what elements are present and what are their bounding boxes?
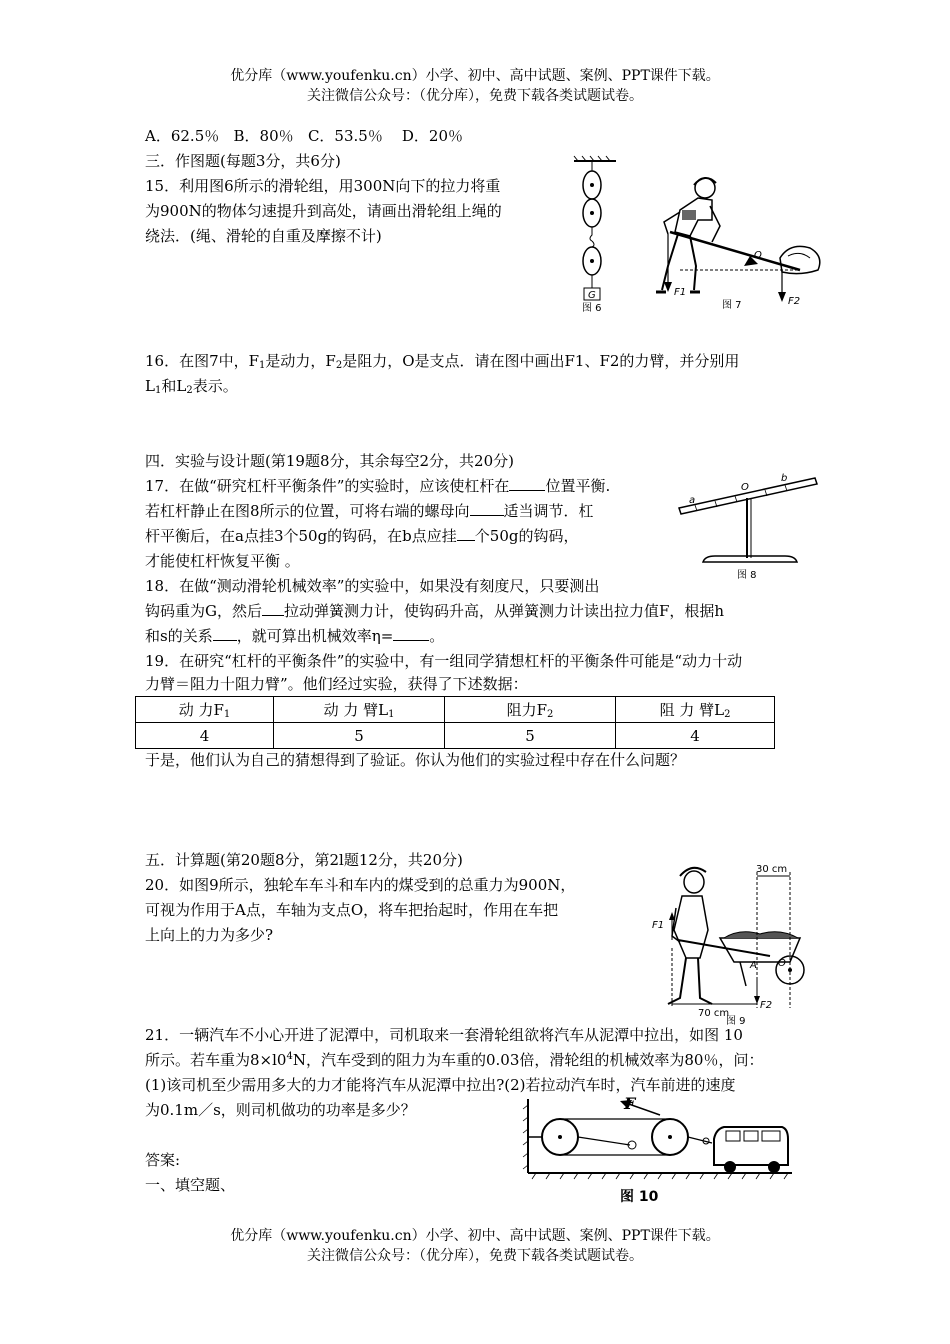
- q18-text-3a: 和s的关系: [145, 627, 213, 645]
- figure-8-lever-stand: [675, 470, 825, 585]
- figure-7-lever-person: [650, 170, 830, 315]
- section-4-title: 四．实验与设计题(第19题8分，其余每空2分，共20分): [145, 452, 514, 470]
- q19-line-1: 19．在研究“杠杆的平衡条件”的实验中，有一组同学猜想杠杆的平衡条件可能是“动力十动: [145, 652, 743, 670]
- figure-7-caption: 图 7: [722, 300, 742, 311]
- table-cell: 5: [445, 723, 616, 749]
- figure-9-f2-label: F2: [760, 1000, 773, 1011]
- table-header-sub: 1: [388, 709, 395, 720]
- table-row: [136, 723, 775, 749]
- q18-blank-3[interactable]: [393, 626, 429, 641]
- q20-line-2: 可视为作用于A点，车轴为支点O，将车把抬起时，作用在车把: [145, 901, 559, 919]
- q17-line-1: [145, 474, 610, 499]
- q18-text-3b: ，就可算出机械效率η=: [236, 627, 394, 645]
- table-header-sub: 2: [724, 709, 731, 720]
- q21-line-3: (1)该司机至少需用多大的力才能将汽车从泥潭中拉出?(2)若拉动汽车时，汽车前进的速度: [145, 1076, 736, 1094]
- q17-text-1a: 17．在做“研究杠杆平衡条件”的实验时，应该使杠杆在: [145, 477, 510, 495]
- figure-10-car-pulley: [520, 1095, 800, 1205]
- q21-line-4: 为0.1m／s，则司机做功的功率是多少？: [145, 1101, 416, 1119]
- figure-7-pivot-label: O: [754, 250, 762, 261]
- table-cell: 4: [136, 723, 274, 749]
- q18-line-2: [145, 599, 724, 624]
- figure-8-pivot-label: O: [741, 482, 749, 493]
- q18-line-1: 18．在做“测动滑轮机械效率”的实验中，如果没有刻度尺，只要测出: [145, 577, 600, 595]
- table-cell: 5: [274, 723, 445, 749]
- q17-blank-1[interactable]: [509, 476, 545, 491]
- q17-blank-3[interactable]: [457, 526, 475, 541]
- q20-line-3: 上向上的力为多少?: [145, 926, 274, 944]
- figure-6-weight-label: G: [588, 290, 596, 301]
- figure-6-caption: 图 6: [582, 303, 602, 314]
- figure-8-caption: 图 8: [737, 570, 757, 581]
- figure-8-point-b: b: [781, 473, 788, 484]
- q16-line-2: [145, 374, 238, 399]
- figure-9-point-a: A: [750, 960, 757, 971]
- table-header-sub: 1: [223, 709, 231, 720]
- figure-9-wheelbarrow: [650, 858, 820, 1026]
- section-5-title: 五．计算题(第20题8分，第2l题12分，共20分): [145, 851, 463, 869]
- table-header-sub: 2: [547, 709, 554, 720]
- q15-line-1: 15．利用图6所示的滑轮组，用300N向下的拉力将重: [145, 177, 501, 195]
- table-header-cell: [445, 697, 616, 723]
- figure-7-f2-label: F2: [788, 296, 801, 307]
- q17-text-2a: 若杠杆静止在图8所示的位置，可将右端的螺母向: [145, 502, 470, 520]
- figure-9-30cm-label: 30 cm: [756, 864, 788, 875]
- footer-line-1: 优分库（www.youfenku.cn）小学、初中、高中试题、案例、PPT课件下载。: [230, 1228, 720, 1244]
- q18-line-3: [145, 624, 444, 649]
- q21-line-1: 21．一辆汽车不小心开进了泥潭中，司机取来一套滑轮组欲将汽车从泥潭中拉出，如图 10: [145, 1026, 743, 1044]
- q16-text-b: 是动力，F: [265, 352, 336, 370]
- q18-blank-2[interactable]: [213, 626, 237, 641]
- q14-options: A．62.5％ B．80％ C．53.5％ D．20％: [145, 127, 464, 145]
- figure-9-70cm-label: 70 cm: [698, 1008, 730, 1019]
- q19-after-text: 于是，他们认为自己的猜想得到了验证。你认为他们的实验过程中存在什么问题？: [145, 751, 686, 769]
- q17-text-2b: 适当调节．杠: [503, 502, 594, 520]
- q16-text-a: 16．在图7中，F: [145, 352, 260, 370]
- q20-line-1: 20．如图9所示，独轮车车斗和车内的煤受到的总重力为900N，: [145, 876, 576, 894]
- header-line-1: 优分库（www.youfenku.cn）小学、初中、高中试题、案例、PPT课件下载。: [230, 68, 720, 84]
- q16-sub-4: 2: [186, 385, 193, 396]
- q16-text-l2c: 表示。: [192, 377, 238, 395]
- figure-10-caption: 图 10: [620, 1189, 659, 1205]
- q19-line-2: 力臂＝阻力十阻力臂”。他们经过实验，获得了下述数据：: [145, 675, 528, 693]
- q16-text-l2b: 和L: [161, 377, 187, 395]
- header-line-2: 关注微信公众号：（优分库），免费下载各类试题试卷。: [307, 88, 643, 104]
- q16-sub-3: 1: [154, 385, 162, 396]
- q21-line-2: [145, 1048, 763, 1073]
- q19-data-table: [135, 696, 775, 749]
- figure-9-caption: 图 9: [726, 1016, 746, 1026]
- q17-line-3: [145, 524, 578, 549]
- footer-line-2: 关注微信公众号：（优分库），免费下载各类试题试卷。: [307, 1248, 643, 1264]
- q16-text-l2a: L: [145, 377, 155, 395]
- q16-sub-2: 2: [335, 360, 343, 371]
- answers-section-1: 一、填空题、: [145, 1176, 236, 1194]
- figure-6-pulleys: [570, 155, 620, 315]
- q17-text-1b: 位置平衡.: [545, 477, 611, 495]
- q16-sub-1: 1: [259, 360, 266, 371]
- q15-line-3: 绕法．(绳、滑轮的自重及摩擦不计): [145, 227, 382, 245]
- table-header-text: 动 力 臂L: [323, 701, 389, 719]
- q21-text-2a: 所示。若车重为8×l0: [145, 1051, 287, 1069]
- q18-blank-1[interactable]: [262, 601, 284, 616]
- figure-9-f1-label: F1: [652, 920, 665, 931]
- table-cell: 4: [616, 723, 775, 749]
- table-header-text: 阻力F: [506, 701, 548, 719]
- q21-text-2b: N，汽车受到的阻力为车重的0.03倍，滑轮组的机械效率为80％，问：: [292, 1051, 764, 1069]
- figure-7-f1-label: F1: [674, 287, 687, 298]
- q21-exponent: 4: [286, 1051, 293, 1062]
- q16-text-c: 是阻力，O是支点．请在图中画出F1、F2的力臂，并分别用: [342, 352, 740, 370]
- q18-text-2b: 拉动弹簧测力计，使钩码升高，从弹簧测力计读出拉力值F，根据h: [283, 602, 725, 620]
- table-header-text: 动 力F: [178, 701, 224, 719]
- table-header-cell: [274, 697, 445, 723]
- q17-line-2: [145, 499, 594, 524]
- table-header-text: 阻 力 臂L: [659, 701, 725, 719]
- q15-line-2: 为900N的物体匀速提升到高处，请画出滑轮组上绳的: [145, 202, 502, 220]
- figure-9-pivot-label: O: [778, 958, 786, 969]
- q18-text-3c: 。: [429, 627, 445, 645]
- section-3-title: 三．作图题(每题3分，共6分): [145, 152, 341, 170]
- q17-blank-2[interactable]: [470, 501, 504, 516]
- q18-text-2a: 钩码重为G，然后: [145, 602, 262, 620]
- figure-8-point-a: a: [689, 495, 696, 506]
- q16-line-1: [145, 349, 739, 374]
- q17-text-3b: 个50g的钩码，: [474, 527, 579, 545]
- figure-10-force-label: F: [624, 1095, 636, 1113]
- table-header-cell: [616, 697, 775, 723]
- q17-line-4: 才能使杠杆恢复平衡 。: [145, 552, 300, 570]
- table-header-row: [136, 697, 775, 723]
- table-header-cell: [136, 697, 274, 723]
- answers-title: 答案:: [145, 1151, 181, 1169]
- q17-text-3a: 杆平衡后，在a点挂3个50g的钩码，在b点应挂: [145, 527, 457, 545]
